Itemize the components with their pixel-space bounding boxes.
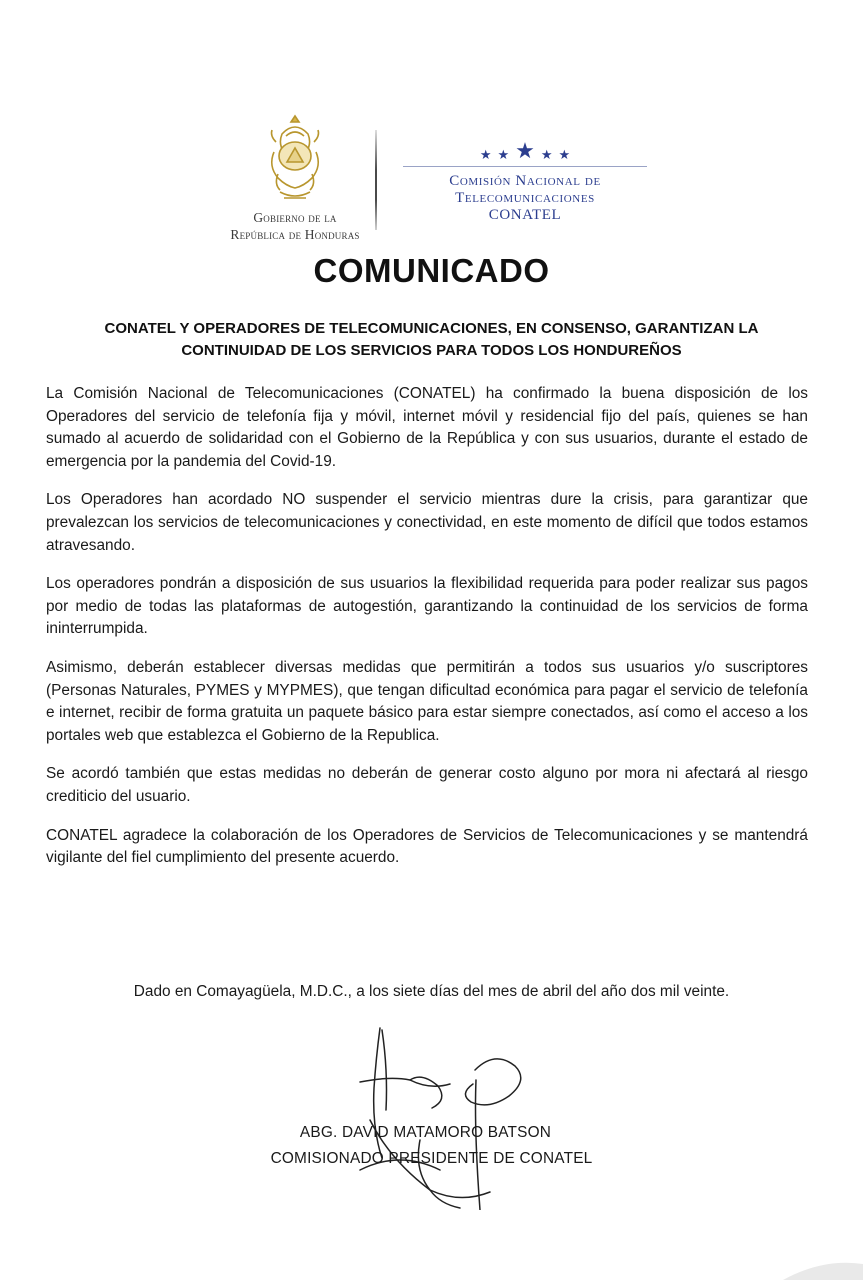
honduras-coat-of-arms-icon [260, 112, 330, 208]
agency-name-line2: Telecomunicaciones [455, 190, 595, 206]
conatel-rule [403, 166, 647, 167]
conatel-logo-block [395, 140, 655, 224]
government-logo-block [215, 112, 375, 242]
star-icon: ★ [515, 138, 535, 163]
page-corner-curl [783, 1258, 863, 1280]
body-paragraph: Los Operadores han acordado NO suspender el servicio mientras dure la crisis, para garantizar que prevalezcan los servicios de telecomunicaciones y conectividad, en este momento de difícil que todos estamos atravesando. [46, 491, 808, 554]
closing-line: Dado en Comayagüela, M.D.C., a los siete días del mes de abril del año dos mil veinte. [133, 983, 730, 1000]
agency-name-line1: Comisión Nacional de [449, 173, 601, 189]
body-paragraph: Asimismo, deberán establecer diversas medidas que permitirán a todos sus usuarios y/o suscriptores (Personas Naturales, PYMES y MYPMES), que tengan dificultad económica para pagar el servicio de telefonía e internet, recibir de forma gratuita un paquete básico para estar siempre conectados, así como el acceso a los portales web que establezca el Gobierno de la Republica. [46, 658, 808, 744]
document-title: COMUNICADO [313, 252, 550, 289]
subtitle-line1: CONATEL Y OPERADORES DE TELECOMUNICACIONES, EN CONSENSO, GARANTIZAN LA [104, 320, 759, 337]
five-stars-icon [395, 140, 655, 162]
star-icon: ★ [497, 147, 510, 162]
body-paragraph: Los operadores pondrán a disposición de sus usuarios la flexibilidad requerida para poder realizar sus pagos por medio de todas las plataformas de autogestión, garantizando la continuidad de los servicios de forma ininterrumpida. [46, 575, 808, 638]
star-icon: ★ [558, 147, 571, 162]
body-paragraph: CONATEL agradece la colaboración de los Operadores de Servicios de Telecomunicaciones y se mantendrá vigilante del fiel cumplimiento del presente acuerdo. [46, 826, 808, 867]
signer-name: ABG. DAVID MATAMORO BATSON [299, 1124, 552, 1141]
government-name-line1: Gobierno de la [253, 210, 337, 225]
star-icon: ★ [540, 147, 553, 162]
agency-name-line3: CONATEL [488, 207, 562, 223]
signer-role: COMISIONADO PRESIDENTE DE CONATEL [270, 1150, 593, 1167]
handwritten-signature-icon [300, 1020, 570, 1210]
body-paragraph: La Comisión Nacional de Telecomunicaciones (CONATEL) ha confirmado la buena disposición de los Operadores del servicio de telefonía fija y móvil, internet móvil y residencial fijo del país, quienes se han sumado al acuerdo de solidaridad con el Gobierno de la República y con sus usuarios, durante el estado de emergencia por la pandemia del Covid-19. [46, 385, 808, 470]
body-paragraph: Se acordó también que estas medidas no deberán de generar costo alguno por mora ni afectará al riesgo crediticio del usuario. [46, 765, 808, 805]
government-name-line2: República de Honduras [230, 227, 360, 242]
document-body [46, 383, 808, 886]
document-subtitle [70, 318, 793, 362]
subtitle-line2: CONTINUIDAD DE LOS SERVICIOS PARA TODOS LOS HONDUREÑOS [181, 342, 682, 359]
header-divider [375, 130, 377, 230]
star-icon: ★ [479, 147, 492, 162]
